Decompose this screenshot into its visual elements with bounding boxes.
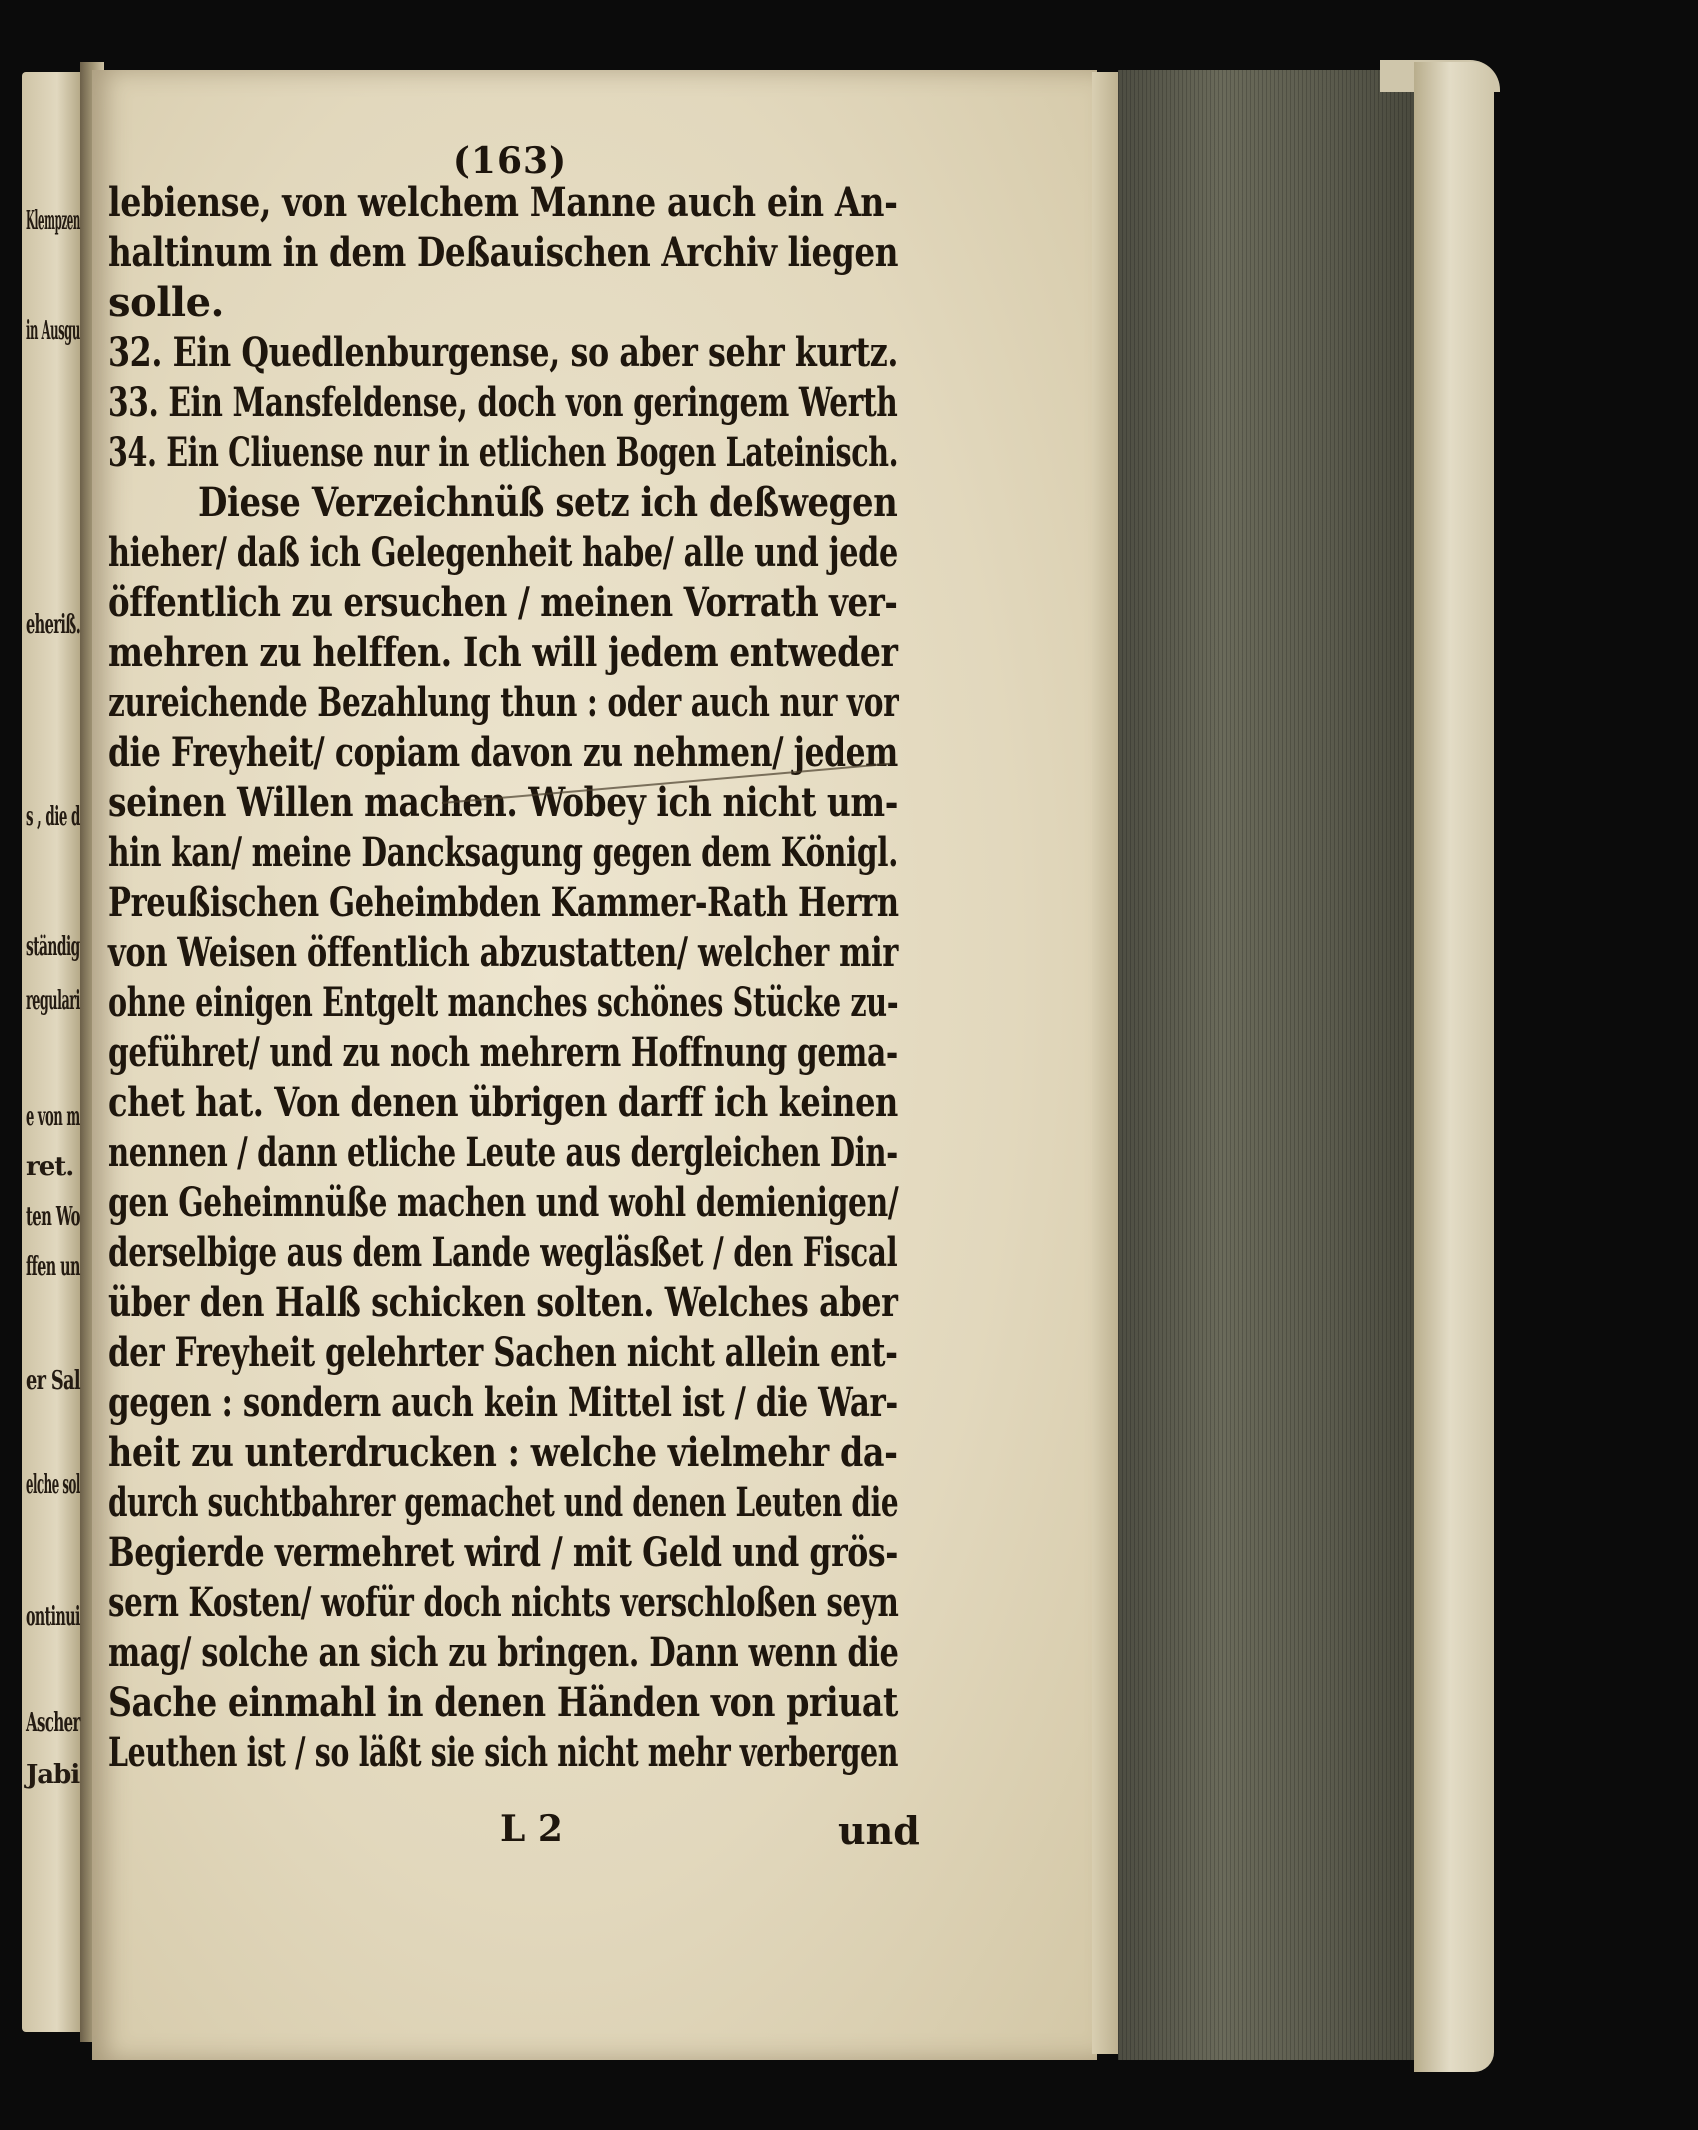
text-line: durch suchtbahrer gemachet und denen Leuten die [108,1479,899,1526]
left-fragment: Klempzen [26,206,80,236]
text-line: Begierde vermehret wird / mit Geld und grös- [108,1529,898,1576]
text-line: geführet/ und zu noch mehrern Hoffnung gema- [108,1029,898,1076]
text-line: Preußischen Geheimbden Kammer-Rath Herrn [108,879,899,926]
signature-mark: L 2 [500,1808,563,1850]
text-line: hin kan/ meine Dancksagung gegen dem Königl. [108,829,899,876]
left-fragment: eheriß. [26,610,81,640]
text-line: öffentlich zu ersuchen / meinen Vorrath ver- [108,579,898,626]
text-line: nennen / dann etliche Leute aus dergleichen Din- [108,1129,898,1176]
left-fragment: in Ausgu [26,316,80,346]
fore-edge-page-stack [1118,70,1414,2060]
text-line-paragraph-start: Diese Verzeichnüß setz ich deßwegen [198,479,898,526]
left-fragment: regulari [26,986,80,1016]
text-line: der Freyheit gelehrter Sachen nicht allein ent- [108,1329,898,1376]
left-fragment: Ascher [26,1708,80,1738]
left-fragment: s , die d [26,802,80,832]
left-fragment: ständig [26,932,80,962]
text-line: Leuthen ist / so läßt sie sich nicht mehr verbergen [108,1729,899,1776]
text-line: zureichende Bezahlung thun : oder auch nur vor [108,679,899,726]
text-line: 33. Ein Mansfeldense, doch von geringem Werth [108,379,898,426]
catchword: und [838,1808,920,1853]
running-head-page-number: (163) [452,140,568,182]
text-line: 34. Ein Cliuense nur in etlichen Bogen Lateinisch. [108,429,899,476]
text-line: lebiense, von welchem Manne auch ein An- [108,179,898,226]
left-fragment: ret. [26,1152,74,1182]
cover-board [1414,62,1494,2072]
text-line: ohne einigen Entgelt manches schönes Stücke zu- [108,979,899,1026]
text-line: seinen Willen machen. Wobey ich nicht um- [108,779,898,826]
left-fragment: e von m [26,1102,80,1132]
text-line: die Freyheit/ copiam davon zu nehmen/ jedem [108,729,898,776]
text-line: mehren zu helffen. Ich will jedem entweder [108,629,898,676]
text-line: Sache einmahl in denen Händen von priuat [108,1679,898,1726]
left-fragment: ten Wo [26,1202,80,1232]
text-line: über den Halß schicken solten. Welches aber [108,1279,898,1326]
left-fragment: er Sal [26,1366,80,1396]
left-fragment: Jabi [26,1760,80,1790]
text-line: haltinum in dem Deßauischen Archiv liegen [108,229,899,276]
text-line: hieher/ daß ich Gelegenheit habe/ alle und jede [108,529,898,576]
text-line: solle. [108,279,224,326]
text-line: 32. Ein Quedlenburgense, so aber sehr kurtz. [108,329,899,376]
text-line: von Weisen öffentlich abzustatten/ welcher mir [108,929,898,976]
text-line: sern Kosten/ wofür doch nichts verschloßen seyn [108,1579,899,1626]
text-line: heit zu unterdrucken : welche vielmehr da- [108,1429,898,1476]
text-line: gen Geheimnüße machen und wohl demienigen/ [108,1179,899,1226]
text-line: gegen : sondern auch kein Mittel ist / die War- [108,1379,898,1426]
left-fragment: ontinui [26,1602,80,1632]
left-fragment: ffen un [26,1252,80,1282]
text-line: mag/ solche an sich zu bringen. Dann wenn die [108,1629,899,1676]
left-fragment: elche sol [26,1470,80,1500]
text-line: chet hat. Von denen übrigen darff ich keinen [108,1079,898,1126]
text-line: derselbige aus dem Lande wegläsßet / den Fiscal [108,1229,898,1276]
left-facing-page [22,72,80,2032]
